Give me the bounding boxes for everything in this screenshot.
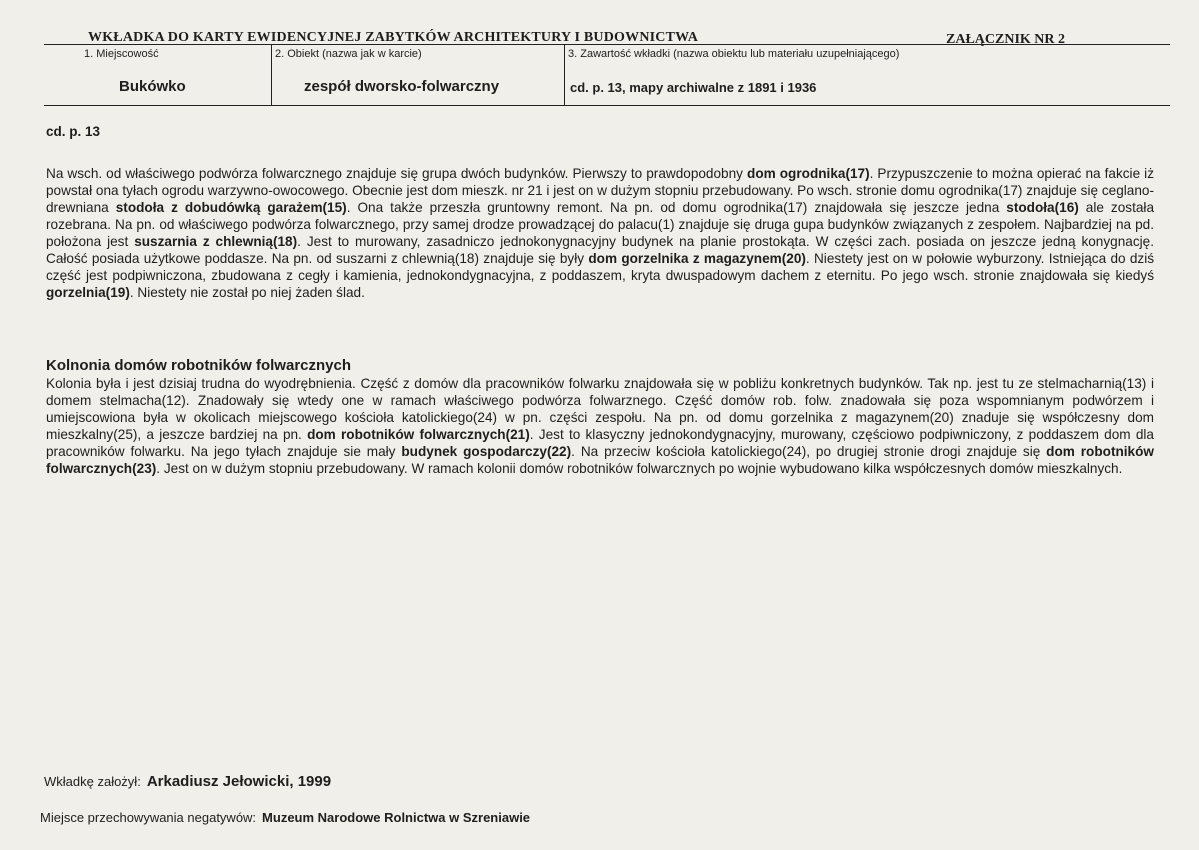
section-title: Kolnonia domów robotników folwarcznych (46, 357, 352, 374)
bold-run: suszarnia z chlewnią(18) (134, 234, 298, 249)
bold-run: dom robotników folwarcznych(21) (307, 427, 530, 442)
text-run: . Przypuszczenie to można opierać na fakcie iż powstał ona tyłach ogrodu warzywno-owocowego. Obecnie jest dom mieszk. nr 21 i jest on w dużym stopniu przebudowany. Po wsch. stronie domu ogrodnika(17) znajduje się ceglano-drewniana (46, 166, 1154, 215)
text-run: . Jest to klasyczny jednokondygnacyjny, murowany, częściowo podpiwniczony, z poddaszem dom dla pracowników folwarku. Na jego tyłach znajduje sie mały (46, 427, 1154, 459)
author-name: Arkadiusz Jełowicki (146, 773, 290, 790)
annex-label: ZAŁĄCZNIK NR 2 (946, 32, 1066, 47)
locality-value: Bukówko (119, 78, 186, 95)
header-col-locality (44, 45, 270, 105)
header-col-object (271, 45, 565, 105)
bold-run: budynek gospodarczy(22) (401, 444, 572, 459)
text-run: . Jest to murowany, zasadniczo jednokonygnacyjny budynek na planie prostokąta. W części zach. posiada on jeszcze jedną konygnację. Całość posiada użytkowe poddasze. Na pn. od suszarni z chlewnią(18) znajduje się były (46, 234, 1155, 266)
bold-run: stodoła(16) (1006, 200, 1079, 215)
text-run: . Jest on w dużym stopniu przebudowany. W ramach kolonii domów robotników folwarcznych po wojnie wybudowano kilka współczesnych domów mieszkalnych. (156, 461, 1123, 476)
document-title: WKŁADKA DO KARTY EWIDENCYJNEJ ZABYTKÓW ARCHITEKTURY I BUDOWNICTWA (88, 30, 699, 45)
storage-label: Miejsce przechowywania negatywów: (40, 810, 257, 825)
continuation-label: cd. p. 13 (46, 124, 101, 139)
text-run: Na wsch. od właściwego podwórza folwarcznego znajduje się grupa dwóch budynków. Pierwszy to prawdopodobny (46, 166, 748, 181)
author-year: , 1999 (289, 773, 332, 790)
text-run: ale została rozebrana. Na pn. od właściwego podwórza folwarcznego, przy samej drodze prowadzącej do palacu(1) znajduje się druga gupa budynków związanych z zespołem. Najbardziej na pd. położona jest (46, 200, 1154, 249)
paragraph-1 (46, 165, 1154, 301)
header-table (44, 44, 1170, 106)
bold-run: gorzelnia(19) (46, 285, 130, 300)
header-col-contents (564, 45, 1171, 105)
object-label: 2. Obiekt (nazwa jak w karcie) (275, 48, 422, 60)
bold-run: dom robotników folwarcznych(23) (46, 444, 1154, 476)
text-run: . Niestety nie został po niej żaden ślad. (129, 285, 365, 300)
paragraph-2 (46, 375, 1154, 477)
text-run: . Ona także przeszła gruntowny remont. Na pn. od domu ogrodnika(17) znajdowała się jeszcze jedna (346, 200, 1007, 215)
bold-run: stodoła z dobudówką garażem(15) (115, 200, 347, 215)
text-run: . Niestety jest on w połowie wyburzony. Istniejąca do dziś część jest podpiwniczona, zbudowana z cegły i kamienia, jednokondygnacyjna, z poddaszem, kryta dwuspadowym dachem z eternitu. Po jego wsch. stronie znajdowała się kiedyś (46, 251, 1155, 283)
storage-line (40, 810, 530, 825)
text-run: Kolonia była i jest dzisiaj trudna do wyodrębnienia. Część z domów dla pracowników folwarku znajdowała się w pobliżu konkretnych budynków. Tak np. jest tu ze stelmacharnią(13) i domem stelmacha(12). Znadowały się wtedy one w ramach właściwego podwórza folwarznego. Część domów rob. folw. znadowała się poza wspomnianym podwórzem i umiejscowiona była w okolicach miejscowego kościoła katolickiego(24) w pn. części zespołu. Na pn. od domu gorzelnika z magazynem(20) znaduje się współczesny dom mieszkalny(25), a jeszcze bardziej na pn. (46, 376, 1154, 442)
bold-run: dom ogrodnika(17) (747, 166, 870, 181)
contents-value: cd. p. 13, mapy archiwalne z 1891 i 1936 (570, 80, 817, 95)
bold-run: dom gorzelnika z magazynem(20) (588, 251, 806, 266)
text-run: . Na przeciw kościoła katolickiego(24), po drugiej stronie drogi znajduje się (571, 444, 1047, 459)
storage-value: Muzeum Narodowe Rolnictwa w Szreniawie (262, 810, 531, 825)
author-line (44, 773, 331, 790)
locality-label: 1. Miejscowość (84, 48, 159, 60)
author-label: Wkładkę założył: (44, 774, 141, 789)
object-value: zespół dworsko-folwarczny (304, 78, 500, 95)
contents-label: 3. Zawartość wkładki (nazwa obiektu lub materiału uzupełniającego) (568, 48, 900, 60)
